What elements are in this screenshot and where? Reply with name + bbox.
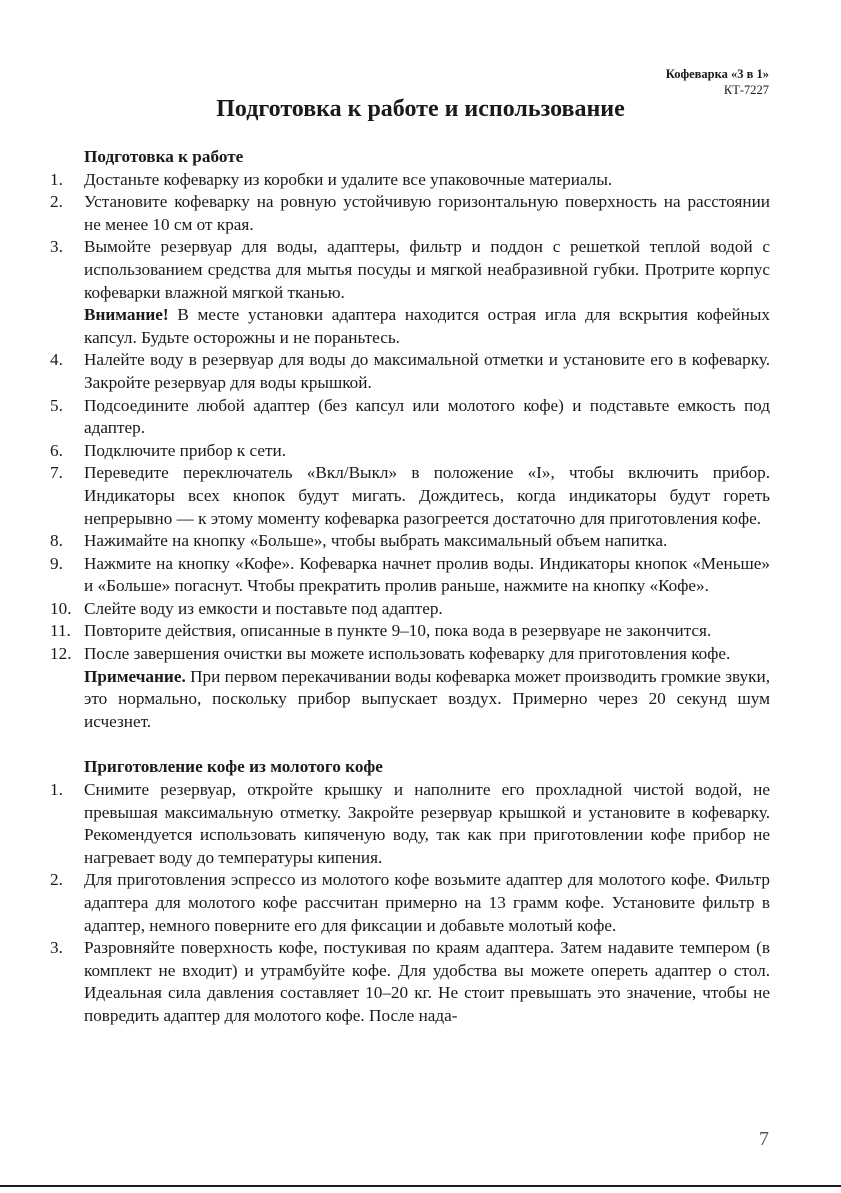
list-item [50,937,770,1027]
item-text: Налейте воду в резервуар для воды до максимальной отметки и установите его в кофеварку. Закройте резервуар для воды крышкой. [84,350,770,392]
page-number: 7 [759,1128,769,1150]
list-item [50,869,770,937]
item-text: Нажмите на кнопку «Кофе». Кофеварка начнет пролив воды. Индикаторы кнопок «Меньше» и «Больше» погаснут. Чтобы прекратить пролив раньше, нажмите на кнопку «Кофе». [84,553,770,596]
item-text: Вымойте резервуар для воды, адаптеры, фильтр и поддон с решеткой теплой водой с использованием средства для мытья посуды и мягкой неабразивной губки. Протрите корпус кофеварки влажной мягкой тканью. [84,237,770,302]
item-number: 9. [50,553,63,573]
item-text: Разровняйте поверхность кофе, постукивая по краям адаптера. Затем надавите темпером (в комплект не входит) и утрамбуйте кофе. Для удобства вы можете опереть адаптер о стол. Идеальная сила давления составляет 10–20 кг. Не стоит превышать это значение, чтобы не повредить адаптер для молотого кофе. После нада- [84,938,770,1025]
item-text: Снимите резервуар, откройте крышку и наполните его прохладной чистой водой, не превышая максимальную отметку. Закройте резервуар крышкой и установите в кофеварку. Рекомендуется использовать кипяченую воду, так как при приготовлении кофе прибор не нагревает воду до температуры кипения. [84,780,770,867]
section-gap [50,733,770,756]
bottom-rule [0,1185,841,1187]
item-number: 2. [50,192,63,212]
header-model: КТ-7227 [723,83,769,97]
item-text: Подсоедините любой адаптер (без капсул или молотого кофе) и подставьте емкость под адаптер. [84,395,770,438]
item-text: Достаньте кофеварку из коробки и удалите все упаковочные материалы. [84,169,613,189]
list-item [50,349,770,394]
item-text: Переведите переключатель «Вкл/Выкл» в положение «I», чтобы включить прибор. Индикаторы всех кнопок будут мигать. Дождитесь, когда индикаторы будут гореть непрерывно — к этому моменту кофеварка разогреется достаточно для приготовления кофе. [84,463,770,528]
list-item [50,440,770,463]
item-number: 2. [50,870,63,890]
item-number: 12. [50,644,72,664]
list-item [50,643,770,733]
list-item [50,236,770,349]
page-title: Подготовка к работе и использование [216,96,625,122]
preparation-list [50,169,770,734]
ground-coffee-list [50,779,770,1028]
item-text: Повторите действия, описанные в пункте 9–10, пока вода в резервуаре не закончится. [84,621,712,641]
item-number: 1. [50,780,63,800]
item-number: 7. [50,463,63,483]
item-text: Нажимайте на кнопку «Больше», чтобы выбрать максимальный объем напитка. [84,531,668,551]
list-item [50,191,770,236]
item-text: Подключите прибор к сети. [84,440,286,460]
item-number: 3. [50,237,63,257]
list-item [50,530,770,553]
item-number: 6. [50,440,63,460]
list-item [50,620,770,643]
running-header [666,66,769,98]
item-number: 11. [50,621,71,641]
list-item [50,462,770,530]
item-number: 4. [50,350,63,370]
item-number: 3. [50,938,63,958]
section-heading-preparation: Подготовка к работе [84,147,244,166]
list-item [50,598,770,621]
item-number: 8. [50,531,63,551]
item-text: Слейте воду из емкости и поставьте под адаптер. [84,598,443,618]
list-item [50,779,770,869]
list-item [50,553,770,598]
item-text: Для приготовления эспрессо из молотого кофе возьмите адаптер для молотого кофе. Фильтр адаптера для молотого кофе рассчитан примерно на 13 грамм кофе. Установите фильтр в адаптер, немного поверните его для фиксации и добавьте молотый кофе. [84,870,770,935]
list-item [50,395,770,440]
header-product: Кофеварка «3 в 1» [665,67,769,81]
section-heading-ground-coffee: Приготовление кофе из молотого кофе [84,757,383,777]
content [50,146,770,1028]
item-text: После завершения очистки вы можете использовать кофеварку для приготовления кофе. [84,644,731,664]
warning-note [84,304,770,349]
item-number: 1. [50,169,63,189]
list-item [50,169,770,192]
note-label: Примечание. [84,666,186,686]
item-number: 10. [50,598,72,618]
item-text: Установите кофеварку на ровную устойчивую горизонтальную поверхность на расстоянии не менее 10 см от края. [84,192,770,234]
remark-note [84,666,770,734]
note-label: Внимание! [84,305,169,325]
note-text: При первом перекачивании воды кофеварка может производить громкие звуки, это нормально, поскольку прибор выпускает воздух. Примерно через 20 секунд шум исчезнет. [84,666,770,731]
item-number: 5. [50,395,63,415]
note-text: В месте установки адаптера находится острая игла для вскрытия кофейных капсул. Будьте осторожны и не пораньтесь. [84,305,770,347]
